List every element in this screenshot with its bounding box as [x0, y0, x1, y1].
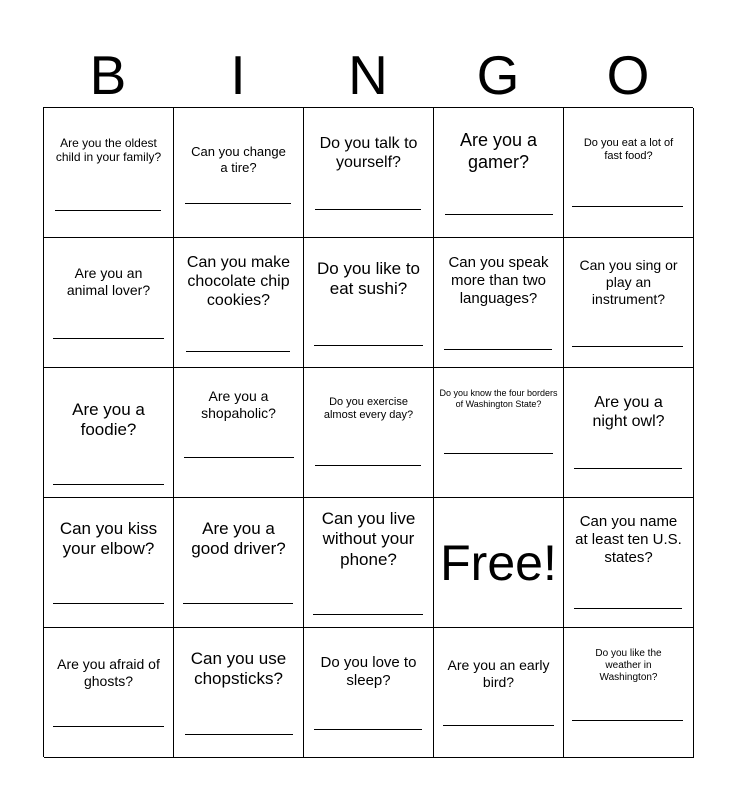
bingo-cell-r2c1[interactable]: [44, 238, 174, 368]
answer-line: [183, 603, 293, 604]
cell-question: Do you know the four borders of Washington State?: [439, 388, 558, 409]
bingo-cell-r1c2[interactable]: [174, 108, 304, 238]
cell-question: Can you live without your phone?: [321, 509, 416, 569]
cell-question: Can you use chopsticks?: [190, 649, 287, 689]
answer-line: [314, 729, 422, 730]
answer-line: [574, 468, 682, 469]
bingo-cell-r3c2[interactable]: [174, 368, 304, 498]
answer-line: [315, 465, 421, 466]
bingo-cell-r4c3[interactable]: [304, 498, 434, 628]
bingo-board: [43, 107, 693, 757]
cell-question: Do you exercise almost every day?: [323, 396, 414, 422]
cell-question: Can you change a tire?: [191, 144, 286, 175]
bingo-cell-r1c4[interactable]: [434, 108, 564, 238]
bingo-cell-r3c3[interactable]: [304, 368, 434, 498]
answer-line: [443, 725, 554, 726]
answer-line: [572, 346, 683, 347]
answer-line: [53, 726, 164, 727]
bingo-cell-r4c2[interactable]: [174, 498, 304, 628]
cell-question: Are you a gamer?: [459, 130, 538, 172]
cell-question: Are you a night owl?: [592, 394, 665, 431]
answer-line: [185, 734, 293, 735]
bingo-header: [43, 42, 693, 108]
bingo-cell-r1c3[interactable]: [304, 108, 434, 238]
bingo-cell-r4c1[interactable]: [44, 498, 174, 628]
cell-question: Do you love to sleep?: [320, 654, 417, 689]
answer-line: [574, 608, 682, 609]
cell-question: Are you a good driver?: [191, 519, 286, 559]
bingo-cell-r5c1[interactable]: [44, 628, 174, 758]
bingo-cell-r2c5[interactable]: [564, 238, 694, 368]
answer-line: [572, 206, 683, 207]
bingo-cell-r2c3[interactable]: [304, 238, 434, 368]
bingo-cell-r3c4[interactable]: [434, 368, 564, 498]
cell-question: Do you eat a lot of fast food?: [583, 137, 674, 163]
cell-question: Can you speak more than two languages?: [448, 254, 549, 307]
answer-line: [314, 345, 423, 346]
header-letter-b: B: [89, 43, 127, 106]
cell-question: Are you a foodie?: [72, 400, 145, 440]
bingo-cell-r5c3[interactable]: [304, 628, 434, 758]
cell-question: Are you a shopaholic?: [201, 388, 276, 421]
cell-question: Are you afraid of ghosts?: [57, 656, 160, 689]
header-letter-o: O: [606, 43, 650, 106]
answer-line: [53, 603, 164, 604]
cell-question: Do you like the weather in Washington?: [595, 648, 662, 683]
cell-question: Are you an animal lover?: [66, 265, 151, 298]
answer-line: [185, 203, 291, 204]
cell-question: Do you like to eat sushi?: [317, 259, 420, 299]
bingo-cell-r1c5[interactable]: [564, 108, 694, 238]
free-space-label: Free!: [440, 534, 557, 591]
bingo-cell-r3c1[interactable]: [44, 368, 174, 498]
bingo-cell-r5c4[interactable]: [434, 628, 564, 758]
answer-line: [186, 351, 290, 352]
answer-line: [53, 484, 164, 485]
answer-line: [55, 210, 161, 211]
cell-question: Can you make chocolate chip cookies?: [186, 254, 291, 310]
answer-line: [315, 209, 421, 210]
bingo-cell-r5c2[interactable]: [174, 628, 304, 758]
header-letter-i: I: [230, 43, 246, 106]
answer-line: [313, 614, 423, 615]
answer-line: [184, 457, 294, 458]
bingo-cell-r4c4-free[interactable]: [434, 498, 564, 628]
cell-question: Can you name at least ten U.S. states?: [575, 513, 682, 566]
cell-question: Are you an early bird?: [447, 657, 550, 690]
bingo-cell-r2c4[interactable]: [434, 238, 564, 368]
bingo-cell-r3c5[interactable]: [564, 368, 694, 498]
cell-question: Do you talk to yourself?: [319, 135, 418, 172]
answer-line: [444, 349, 552, 350]
bingo-cell-r1c1[interactable]: [44, 108, 174, 238]
cell-question: Can you kiss your elbow?: [59, 519, 158, 559]
bingo-cell-r2c2[interactable]: [174, 238, 304, 368]
header-letter-g: G: [476, 43, 520, 106]
bingo-cell-r4c5[interactable]: [564, 498, 694, 628]
answer-line: [445, 214, 553, 215]
answer-line: [572, 720, 683, 721]
cell-question: Can you sing or play an instrument?: [579, 257, 678, 307]
answer-line: [444, 453, 553, 454]
answer-line: [53, 338, 164, 339]
bingo-cell-r5c5[interactable]: [564, 628, 694, 758]
cell-question: Are you the oldest child in your family?: [55, 136, 162, 165]
header-letter-n: N: [348, 43, 388, 106]
